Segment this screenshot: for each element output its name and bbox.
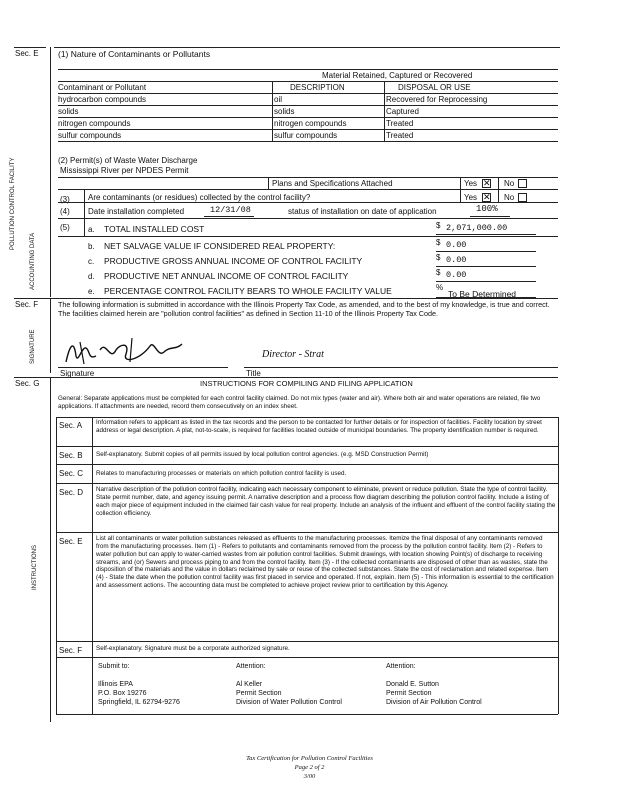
no-label: No <box>504 179 515 188</box>
item-letter: d. <box>88 272 95 281</box>
side-label-pollution-control: POLLUTION CONTROL FACILITY <box>10 157 16 250</box>
signature-image <box>60 336 190 368</box>
row-sec-b-text: Self-explanatory. Submit copies of all permits issued by local pollution control agencies. (e.g. MSD Construction Permit) <box>96 451 429 458</box>
net-income-label: PRODUCTIVE NET ANNUAL INCOME OF CONTROL FACILITY <box>104 271 349 281</box>
address-line: P.O. Box 19276 <box>98 690 147 697</box>
side-label-accounting: ACCOUNTING DATA <box>30 232 36 290</box>
address-line: Division of Water Pollution Control <box>236 699 342 706</box>
sec-g-label: Sec. G <box>15 379 40 388</box>
table-cell: solids <box>274 107 295 116</box>
percent-sign: % <box>436 283 444 292</box>
address-line: Permit Section <box>386 690 432 697</box>
item-letter: e. <box>88 287 95 296</box>
attention-label: Attention: <box>236 663 266 670</box>
permit-label: (2) Permit(s) of Waste Water Discharge <box>58 156 198 165</box>
permit-value: Mississippi River per NPDES Permit <box>60 166 189 175</box>
footer-title: Tax Certification for Pollution Control Facilities <box>246 755 373 762</box>
title-caption: Title <box>246 369 261 378</box>
q3-number: (3) <box>60 195 70 204</box>
q4-status-text: status of installation on date of application <box>288 207 437 216</box>
instructions-title: INSTRUCTIONS FOR COMPILING AND FILING APPLICATION <box>200 379 413 388</box>
q4-text: Date installation completed <box>88 207 185 216</box>
plans-yes-checkbox[interactable]: ✕ <box>483 178 491 188</box>
total-installed-cost-value[interactable]: 2,071,000.00 <box>446 223 508 233</box>
percentage-label: PERCENTAGE CONTROL FACILITY BEARS TO WHOLE FACILITY VALUE <box>104 286 392 296</box>
item-letter: b. <box>88 242 95 251</box>
dollar-sign: $ <box>436 253 441 262</box>
yes-label: Yes <box>464 179 478 188</box>
percentage-value[interactable]: To Be Determined <box>448 289 517 299</box>
material-header: Material Retained, Captured or Recovered <box>322 71 473 80</box>
table-row: solids <box>58 107 79 116</box>
address-line: Al Keller <box>236 681 263 688</box>
table-row: nitrogen compounds <box>58 119 131 128</box>
dollar-sign: $ <box>436 268 441 277</box>
item-letter: c. <box>88 257 95 266</box>
plans-label: Plans and Specifications Attached <box>272 179 393 188</box>
table-row: hydrocarbon compounds <box>58 95 147 104</box>
attention-label: Attention: <box>386 663 416 670</box>
table-cell: sulfur compounds <box>274 131 338 140</box>
table-cell: nitrogen compounds <box>274 119 347 128</box>
certification-text: The following information is submitted in accordance with the Illinois Property Tax Code, as amended, and to the best of my knowledge, is true and correct. The facilities claimed herein are "pollution control facilities" as defined in Section 11-10 of the Illinois Property Tax Code. <box>58 300 550 318</box>
side-label-instructions: INSTRUCTIONS <box>32 545 38 590</box>
footer-date: 3/00 <box>303 773 316 780</box>
contaminants-no-checkbox[interactable] <box>518 193 527 202</box>
table-cell: oil <box>274 95 283 104</box>
sec-f-label: Sec. F <box>15 300 39 309</box>
row-sec-f: Sec. F <box>59 646 83 655</box>
submit-to-label: Submit to: <box>98 663 130 670</box>
row-sec-c: Sec. C <box>59 469 84 478</box>
general-instructions: General: Separate applications must be completed for each control facility claimed. Do not mix types (water and air). Where both air and water operations are related, file two applications. If attachments are needed, record them consecutively on an index sheet. <box>58 395 541 410</box>
yes-label: Yes <box>464 193 478 202</box>
address-line: Permit Section <box>236 690 282 697</box>
row-sec-b: Sec. B <box>59 451 83 460</box>
signature-caption: Signature <box>60 369 95 378</box>
no-label: No <box>504 193 515 202</box>
dollar-sign: $ <box>436 238 441 247</box>
address-line: Donald E. Sutton <box>386 681 439 688</box>
dollar-sign: $ <box>436 221 441 230</box>
contaminants-yes-checkbox[interactable]: ✕ <box>483 192 491 202</box>
gross-income-label: PRODUCTIVE GROSS ANNUAL INCOME OF CONTROL FACILITY <box>104 256 363 266</box>
status-percent[interactable]: 100% <box>476 204 498 214</box>
row-sec-e-text: List all contaminants or water pollution substances released as effluents to the manufacturing processes. Itemize the final disposal of any contaminants removed from the manufacturing processes. Item (1) - Refers to pollutants and contaminants removed from the process by the pollution control facility. Item (2) - Refers to water pollution but can apply to water-carried wastes from air pollution control facilities. Submit drawings, with location showing Point(s) of discharge to receiving streams, and (or) Sewers and process piping to and from the control facility. Item (3) - If the collected contaminants are disposed of other than as wastes, state the disposition of the materials and the value in dollars reclaimed by sale or reuse of the collected substances. State the cost of reclamation and related expense. Item (4) - State the date when the pollution control facility was first placed in service and operated. If not, explain. Item (5) - This information is essential to the certification and assessment actions. The accounting data must be completed to achieve project review prior to certification by this Agency. <box>96 535 554 590</box>
side-label-signature: SIGNATURE <box>30 329 36 364</box>
table-cell: Captured <box>386 107 419 116</box>
address-line: Illinois EPA <box>98 681 133 688</box>
row-sec-f-text: Self-explanatory. Signature must be a corporate authorized signature. <box>96 645 290 652</box>
address-line: Springfield, IL 62794-9276 <box>98 699 180 706</box>
table-cell: Treated <box>386 131 414 140</box>
sec-e-label: Sec. E <box>15 49 39 58</box>
completion-date[interactable]: 12/31/08 <box>210 205 251 215</box>
row-sec-d: Sec. D <box>59 488 84 497</box>
q3-text: Are contaminants (or residues) collected by the control facility? <box>88 193 311 202</box>
col-disposal: DISPOSAL OR USE <box>398 83 471 92</box>
row-sec-a-text: Information refers to applicant as listed in the tax records and the person to be contacted for further details or for inspection of facilities. Facility location by street address or legal description. A plat, not-to-scale, is required for facilities located outside of municipal boundaries. The property identification number is required. <box>96 419 542 434</box>
table-cell: Treated <box>386 119 414 128</box>
col-contaminant: Contaminant or Pollutant <box>58 83 147 92</box>
net-salvage-value[interactable]: 0.00 <box>446 240 467 250</box>
gross-income-value[interactable]: 0.00 <box>446 255 467 265</box>
row-sec-c-text: Relates to manufacturing processes or materials on which pollution control facility is used. <box>96 470 347 477</box>
address-line: Division of Air Pollution Control <box>386 699 482 706</box>
total-installed-cost-label: TOTAL INSTALLED COST <box>104 224 205 234</box>
q5-number: (5) <box>60 223 70 232</box>
row-sec-e: Sec. E <box>59 537 83 546</box>
net-salvage-label: NET SALVAGE VALUE IF CONSIDERED REAL PROPERTY: <box>104 241 336 251</box>
row-sec-d-text: Narrative description of the pollution control facility, indicating each necessary component to eliminate, prevent or reduce pollution. State the type of control facility. State permit number, date, and agency issuing permit. A narrative description and a process flow diagram describing the pollution control facility. Include a listing of each major piece of equipment included in the claimed fair cash value for real property. Include an analysis of the influent and effluent of the control facility stating the collection efficiency. <box>96 486 556 517</box>
item-letter: a. <box>88 225 95 234</box>
net-income-value[interactable]: 0.00 <box>446 270 467 280</box>
title-value: Director - Strat <box>262 349 324 360</box>
q4-number: (4) <box>60 207 70 216</box>
row-sec-a: Sec. A <box>59 421 83 430</box>
footer-page: Page 2 of 2 <box>294 764 325 771</box>
col-description: DESCRIPTION <box>290 83 345 92</box>
table-row: sulfur compounds <box>58 131 122 140</box>
plans-no-checkbox[interactable] <box>518 179 527 188</box>
sec-e-heading: (1) Nature of Contaminants or Pollutants <box>58 49 211 59</box>
table-cell: Recovered for Reprocessing <box>386 95 488 104</box>
